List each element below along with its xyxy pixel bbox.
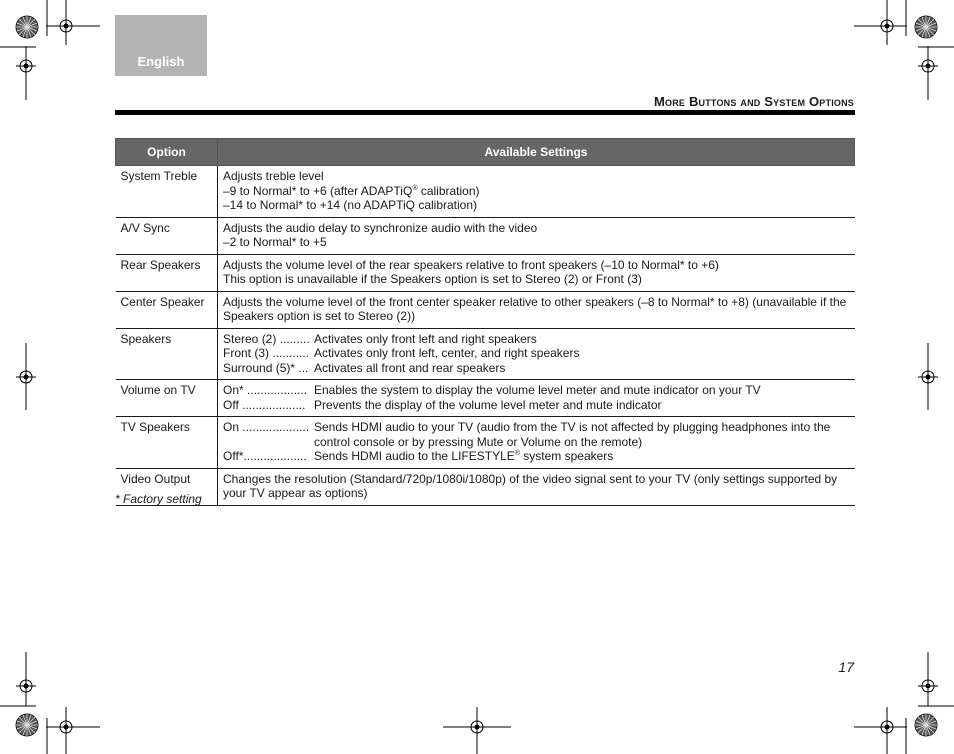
table-header-row [116,139,855,166]
setting-choice-key: Off ................... [223,397,306,412]
setting-text: This option is unavailable if the Speakers option is set to Stereo (2) or Front (3) [223,272,642,286]
section-title: More Buttons and System Options [654,94,854,109]
star-mark-bottom-left [16,714,38,736]
setting-choice-key: Front (3) ........... [223,346,310,360]
setting-choice-value [314,420,850,449]
setting-choice-key: On* .................. [223,383,308,397]
table-row [116,468,855,505]
setting-choice [223,420,850,449]
setting-text: Sends HDMI audio to the LIFESTYLE [314,449,515,463]
setting-choice-value [314,332,850,347]
setting-choice-key: Stereo (2) ......... [223,331,310,346]
setting-text: Activates only front left and right speakers [314,331,537,346]
settings-cell [218,291,855,328]
setting-description [223,221,850,236]
setting-description [223,472,850,501]
table-row [116,291,855,328]
option-name-cell: Rear Speakers [116,254,218,291]
column-header-option: Option [116,139,218,166]
settings-cell [218,166,855,218]
setting-choice-value [314,346,850,361]
setting-choice [223,398,850,413]
setting-choice-key: Surround (5)* ... [223,360,309,375]
setting-choice [223,449,850,464]
options-table [115,138,855,506]
settings-cell [218,417,855,469]
setting-text: –14 to Normal* to +14 (no ADAPTiQ calibration) [223,198,478,212]
option-name-cell: TV Speakers [116,417,218,469]
settings-cell [218,254,855,291]
setting-text: Changes the resolution (Standard/720p/1080i/1080p) of the video signal sent to your TV (only settings supported by your TV appear as options) [223,471,838,500]
star-mark-top-left [16,16,38,38]
setting-choice-key: Off*................... [223,449,307,463]
settings-cell [218,328,855,380]
setting-text: Adjusts the volume level of the rear speakers relative to front speakers (–10 to Normal* to +6) [223,257,719,272]
table-row [116,254,855,291]
settings-cell [218,468,855,505]
setting-text: Activates only front left, center, and right speakers [314,346,580,360]
setting-text: Activates all front and rear speakers [314,360,506,375]
setting-text: –9 to Normal* to +6 (after ADAPTiQ [223,183,413,198]
table-row [116,217,855,254]
option-name-cell: Video Output [116,468,218,505]
header-rule [115,110,855,115]
table-row [116,380,855,417]
option-name-cell: Volume on TV [116,380,218,417]
setting-text: Adjusts the volume level of the front center speaker relative to other speakers (–8 to Normal* to +8) (unavailable if the Speakers option is set to Stereo (2)) [223,294,847,323]
table-row [116,417,855,469]
setting-text: –2 to Normal* to +5 [223,235,327,249]
option-name-cell: System Treble [116,166,218,218]
setting-description [223,258,850,273]
setting-text: system speakers [519,449,614,463]
option-name-cell: Speakers [116,328,218,380]
setting-choice [223,361,850,376]
settings-cell [218,217,855,254]
table-row [116,166,855,218]
table-row [116,328,855,380]
settings-cell [218,380,855,417]
star-mark-top-right [915,16,937,38]
setting-choice [223,346,850,361]
setting-text: Adjusts the audio delay to synchronize audio with the video [223,220,538,235]
setting-choice-value [314,361,850,376]
setting-choice-value [314,449,850,464]
setting-choice [223,383,850,398]
option-name-cell: Center Speaker [116,291,218,328]
setting-description [223,235,850,250]
language-tab[interactable] [115,15,207,76]
setting-choice-value [314,398,850,413]
setting-description [223,198,850,213]
page-number: 17 [838,659,854,675]
registered-mark: ® [412,184,418,192]
table-body [116,166,855,506]
footnote: * Factory setting [115,492,202,506]
setting-text: calibration) [417,183,480,198]
setting-text: Enables the system to display the volume level meter and mute indicator on your TV [314,383,761,397]
setting-text: Sends HDMI audio to your TV (audio from the TV is not affected by plugging headphones into the control console or by pressing Mute or Volume on the remote) [314,420,831,449]
setting-description [223,169,850,184]
registered-mark: ® [514,450,520,457]
setting-choice-value [314,383,850,398]
setting-text: Adjusts treble level [223,169,324,183]
setting-description [223,272,850,287]
setting-description [223,295,850,324]
setting-text: Prevents the display of the volume level meter and mute indicator [314,397,662,412]
star-mark-bottom-right [915,714,937,736]
setting-description [223,184,850,199]
option-name-cell: A/V Sync [116,217,218,254]
setting-choice [223,332,850,347]
column-header-available-settings: Available Settings [218,139,855,166]
language-tab-label: English [137,54,185,69]
setting-choice-key: On .................... [223,420,310,434]
